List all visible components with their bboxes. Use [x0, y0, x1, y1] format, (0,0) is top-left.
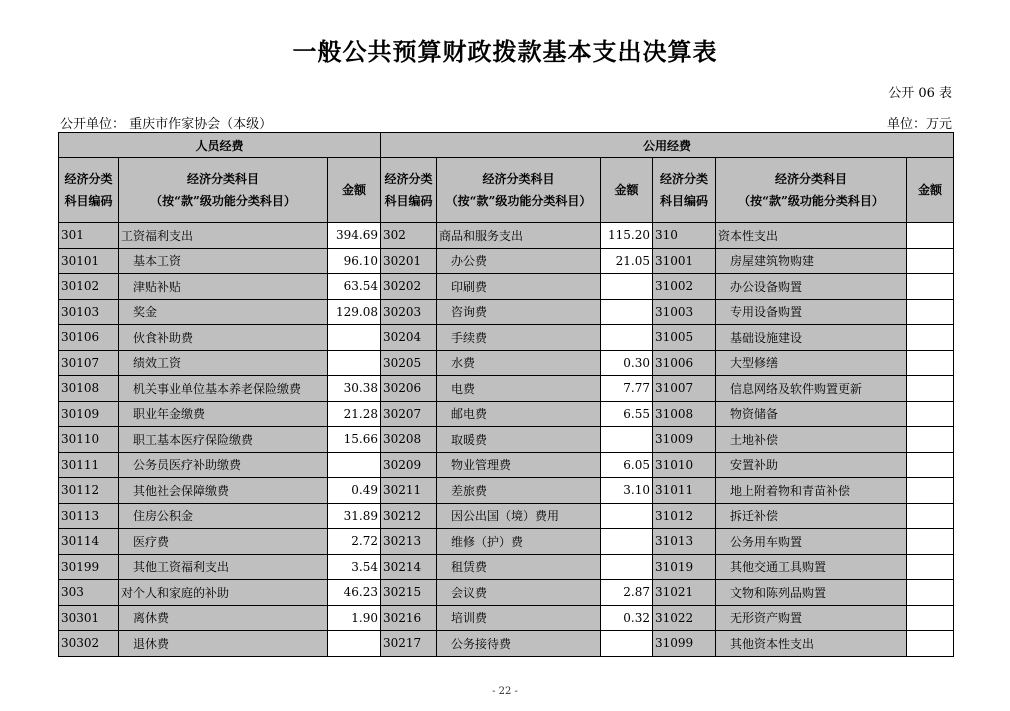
table-row [59, 350, 954, 376]
economic-item-name-cell: 房屋建筑物购建 [716, 248, 907, 274]
economic-code-cell: 30301 [59, 605, 119, 631]
amount-cell [601, 274, 653, 300]
economic-code-cell: 30207 [381, 401, 437, 427]
amount-cell: 2.87 [601, 580, 653, 606]
economic-code-cell: 30202 [381, 274, 437, 300]
economic-code-cell: 30106 [59, 325, 119, 351]
economic-item-name-cell: 土地补偿 [716, 427, 907, 453]
economic-item-name-cell: 手续费 [437, 325, 601, 351]
economic-item-name-cell: 医疗费 [119, 529, 328, 555]
amount-cell [907, 554, 954, 580]
amount-cell: 1.90 [328, 605, 381, 631]
amount-cell [328, 631, 381, 657]
amount-cell: 6.05 [601, 452, 653, 478]
amount-cell [601, 554, 653, 580]
economic-item-name-cell: 安置补助 [716, 452, 907, 478]
economic-item-name-cell: 拆迁补偿 [716, 503, 907, 529]
amount-cell: 30.38 [328, 376, 381, 402]
economic-item-name-cell: 其他社会保障缴费 [119, 478, 328, 504]
amount-cell [328, 350, 381, 376]
name-column-header [437, 158, 601, 223]
table-row [59, 299, 954, 325]
economic-item-name-cell: 资本性支出 [716, 223, 907, 249]
economic-item-name-cell: 津贴补贴 [119, 274, 328, 300]
economic-code-cell: 310 [653, 223, 716, 249]
page-number: - 22 - [492, 686, 518, 697]
economic-code-cell: 31002 [653, 274, 716, 300]
code-header-line1: 经济分类 [384, 172, 433, 186]
economic-item-name-cell: 退休费 [119, 631, 328, 657]
amount-cell: 96.10 [328, 248, 381, 274]
economic-code-cell: 31010 [653, 452, 716, 478]
economic-code-cell: 31022 [653, 605, 716, 631]
economic-code-cell: 30215 [381, 580, 437, 606]
economic-item-name-cell: 职业年金缴费 [119, 401, 328, 427]
amount-cell [907, 631, 954, 657]
economic-code-cell: 31007 [653, 376, 716, 402]
economic-item-name-cell: 印刷费 [437, 274, 601, 300]
economic-item-name-cell: 大型修缮 [716, 350, 907, 376]
economic-code-cell: 30212 [381, 503, 437, 529]
name-column-header [716, 158, 907, 223]
amount-cell: 21.05 [601, 248, 653, 274]
amount-cell: 15.66 [328, 427, 381, 453]
economic-code-cell: 31008 [653, 401, 716, 427]
code-header-line2: 科目编码 [659, 194, 708, 208]
amount-cell: 21.28 [328, 401, 381, 427]
economic-code-cell: 30216 [381, 605, 437, 631]
amount-cell [907, 478, 954, 504]
table-row [59, 376, 954, 402]
table-row [59, 631, 954, 657]
amount-cell [907, 580, 954, 606]
table-row [59, 580, 954, 606]
economic-code-cell: 30213 [381, 529, 437, 555]
economic-code-cell: 30111 [59, 452, 119, 478]
amount-cell [907, 248, 954, 274]
economic-item-name-cell: 职工基本医疗保险缴费 [119, 427, 328, 453]
table-row [59, 223, 954, 249]
amount-column-header: 金额 [328, 158, 381, 223]
economic-item-name-cell: 公务用车购置 [716, 529, 907, 555]
economic-code-cell: 30199 [59, 554, 119, 580]
code-column-header [59, 158, 119, 223]
form-number: 公开 06 表 [888, 86, 952, 101]
economic-code-cell: 30102 [59, 274, 119, 300]
amount-cell [907, 503, 954, 529]
economic-item-name-cell: 办公设备购置 [716, 274, 907, 300]
economic-code-cell: 30205 [381, 350, 437, 376]
economic-item-name-cell: 工资福利支出 [119, 223, 328, 249]
economic-code-cell: 30114 [59, 529, 119, 555]
economic-code-cell: 31099 [653, 631, 716, 657]
economic-item-name-cell: 租赁费 [437, 554, 601, 580]
economic-code-cell: 30101 [59, 248, 119, 274]
economic-item-name-cell: 物业管理费 [437, 452, 601, 478]
amount-cell [907, 427, 954, 453]
name-header-line1: 经济分类科目 [774, 172, 847, 186]
economic-item-name-cell: 物资储备 [716, 401, 907, 427]
table-row [59, 529, 954, 555]
amount-cell [907, 299, 954, 325]
table-row [59, 325, 954, 351]
amount-cell [601, 631, 653, 657]
table-row [59, 452, 954, 478]
economic-code-cell: 30204 [381, 325, 437, 351]
economic-code-cell: 31013 [653, 529, 716, 555]
economic-code-cell: 31011 [653, 478, 716, 504]
amount-cell [907, 274, 954, 300]
economic-item-name-cell: 维修（护）费 [437, 529, 601, 555]
economic-item-name-cell: 对个人和家庭的补助 [119, 580, 328, 606]
amount-cell: 0.49 [328, 478, 381, 504]
amount-cell: 394.69 [328, 223, 381, 249]
page-title: 一般公共预算财政拨款基本支出决算表 [292, 37, 718, 66]
economic-item-name-cell: 其他资本性支出 [716, 631, 907, 657]
table-row [59, 605, 954, 631]
economic-code-cell: 30108 [59, 376, 119, 402]
code-column-header [653, 158, 716, 223]
amount-cell: 6.55 [601, 401, 653, 427]
economic-code-cell: 30112 [59, 478, 119, 504]
economic-item-name-cell: 基础设施建设 [716, 325, 907, 351]
amount-cell: 46.23 [328, 580, 381, 606]
expenditure-table [58, 132, 954, 657]
economic-code-cell: 30302 [59, 631, 119, 657]
economic-item-name-cell: 住房公积金 [119, 503, 328, 529]
amount-cell: 0.32 [601, 605, 653, 631]
reporting-unit: 公开单位： 重庆市作家协会（本级） [60, 117, 273, 132]
amount-cell: 31.89 [328, 503, 381, 529]
economic-code-cell: 30110 [59, 427, 119, 453]
economic-code-cell: 31021 [653, 580, 716, 606]
economic-code-cell: 302 [381, 223, 437, 249]
economic-item-name-cell: 地上附着物和青苗补偿 [716, 478, 907, 504]
amount-cell [907, 350, 954, 376]
amount-unit: 单位：万元 [886, 117, 952, 132]
amount-cell: 0.30 [601, 350, 653, 376]
amount-cell: 129.08 [328, 299, 381, 325]
economic-item-name-cell: 培训费 [437, 605, 601, 631]
amount-cell: 3.10 [601, 478, 653, 504]
table-row [59, 554, 954, 580]
amount-column-header: 金额 [601, 158, 653, 223]
economic-item-name-cell: 伙食补助费 [119, 325, 328, 351]
amount-cell [907, 529, 954, 555]
economic-code-cell: 31003 [653, 299, 716, 325]
amount-cell [328, 325, 381, 351]
economic-code-cell: 30103 [59, 299, 119, 325]
economic-code-cell: 30211 [381, 478, 437, 504]
amount-cell [601, 325, 653, 351]
economic-item-name-cell: 基本工资 [119, 248, 328, 274]
economic-code-cell: 30109 [59, 401, 119, 427]
amount-cell [601, 299, 653, 325]
amount-cell [907, 223, 954, 249]
amount-cell [328, 452, 381, 478]
economic-item-name-cell: 公务接待费 [437, 631, 601, 657]
code-header-line1: 经济分类 [659, 172, 708, 186]
economic-item-name-cell: 专用设备购置 [716, 299, 907, 325]
economic-code-cell: 30209 [381, 452, 437, 478]
economic-code-cell: 31006 [653, 350, 716, 376]
amount-cell [601, 503, 653, 529]
economic-code-cell: 30201 [381, 248, 437, 274]
economic-item-name-cell: 信息网络及软件购置更新 [716, 376, 907, 402]
name-header-line2: （按“款”级功能分类科目） [150, 194, 296, 208]
name-header-line2: （按“款”级功能分类科目） [738, 194, 884, 208]
code-column-header [381, 158, 437, 223]
economic-item-name-cell: 商品和服务支出 [437, 223, 601, 249]
public-header: 公用经费 [381, 133, 954, 158]
economic-code-cell: 301 [59, 223, 119, 249]
amount-cell: 115.20 [601, 223, 653, 249]
economic-item-name-cell: 咨询费 [437, 299, 601, 325]
amount-column-header: 金额 [907, 158, 954, 223]
personnel-header: 人员经费 [59, 133, 381, 158]
economic-item-name-cell: 公务员医疗补助缴费 [119, 452, 328, 478]
table-row [59, 401, 954, 427]
code-header-line1: 经济分类 [64, 172, 113, 186]
economic-item-name-cell: 其他交通工具购置 [716, 554, 907, 580]
economic-code-cell: 30107 [59, 350, 119, 376]
economic-code-cell: 31009 [653, 427, 716, 453]
amount-cell [601, 529, 653, 555]
economic-item-name-cell: 邮电费 [437, 401, 601, 427]
economic-item-name-cell: 奖金 [119, 299, 328, 325]
economic-code-cell: 30217 [381, 631, 437, 657]
name-column-header [119, 158, 328, 223]
amount-cell: 3.54 [328, 554, 381, 580]
amount-cell [907, 376, 954, 402]
economic-item-name-cell: 机关事业单位基本养老保险缴费 [119, 376, 328, 402]
economic-item-name-cell: 文物和陈列品购置 [716, 580, 907, 606]
code-header-line2: 科目编码 [384, 194, 433, 208]
economic-item-name-cell: 会议费 [437, 580, 601, 606]
amount-cell [907, 401, 954, 427]
table-row [59, 248, 954, 274]
table-row [59, 503, 954, 529]
amount-cell: 63.54 [328, 274, 381, 300]
name-header-line1: 经济分类科目 [482, 172, 555, 186]
economic-item-name-cell: 其他工资福利支出 [119, 554, 328, 580]
amount-cell [601, 427, 653, 453]
amount-cell [907, 452, 954, 478]
economic-item-name-cell: 取暖费 [437, 427, 601, 453]
table-row [59, 478, 954, 504]
table-row [59, 427, 954, 453]
economic-item-name-cell: 差旅费 [437, 478, 601, 504]
economic-code-cell: 31012 [653, 503, 716, 529]
economic-code-cell: 30214 [381, 554, 437, 580]
economic-code-cell: 31001 [653, 248, 716, 274]
economic-item-name-cell: 离休费 [119, 605, 328, 631]
amount-cell: 2.72 [328, 529, 381, 555]
economic-code-cell: 303 [59, 580, 119, 606]
economic-item-name-cell: 因公出国（境）费用 [437, 503, 601, 529]
economic-item-name-cell: 水费 [437, 350, 601, 376]
economic-code-cell: 30208 [381, 427, 437, 453]
economic-item-name-cell: 办公费 [437, 248, 601, 274]
code-header-line2: 科目编码 [64, 194, 113, 208]
economic-code-cell: 31019 [653, 554, 716, 580]
name-header-line1: 经济分类科目 [186, 172, 259, 186]
economic-code-cell: 31005 [653, 325, 716, 351]
table-row [59, 274, 954, 300]
amount-cell: 7.77 [601, 376, 653, 402]
economic-item-name-cell: 无形资产购置 [716, 605, 907, 631]
economic-item-name-cell: 绩效工资 [119, 350, 328, 376]
economic-code-cell: 30206 [381, 376, 437, 402]
economic-code-cell: 30113 [59, 503, 119, 529]
amount-cell [907, 325, 954, 351]
amount-cell [907, 605, 954, 631]
name-header-line2: （按“款”级功能分类科目） [445, 194, 592, 208]
economic-code-cell: 30203 [381, 299, 437, 325]
economic-item-name-cell: 电费 [437, 376, 601, 402]
